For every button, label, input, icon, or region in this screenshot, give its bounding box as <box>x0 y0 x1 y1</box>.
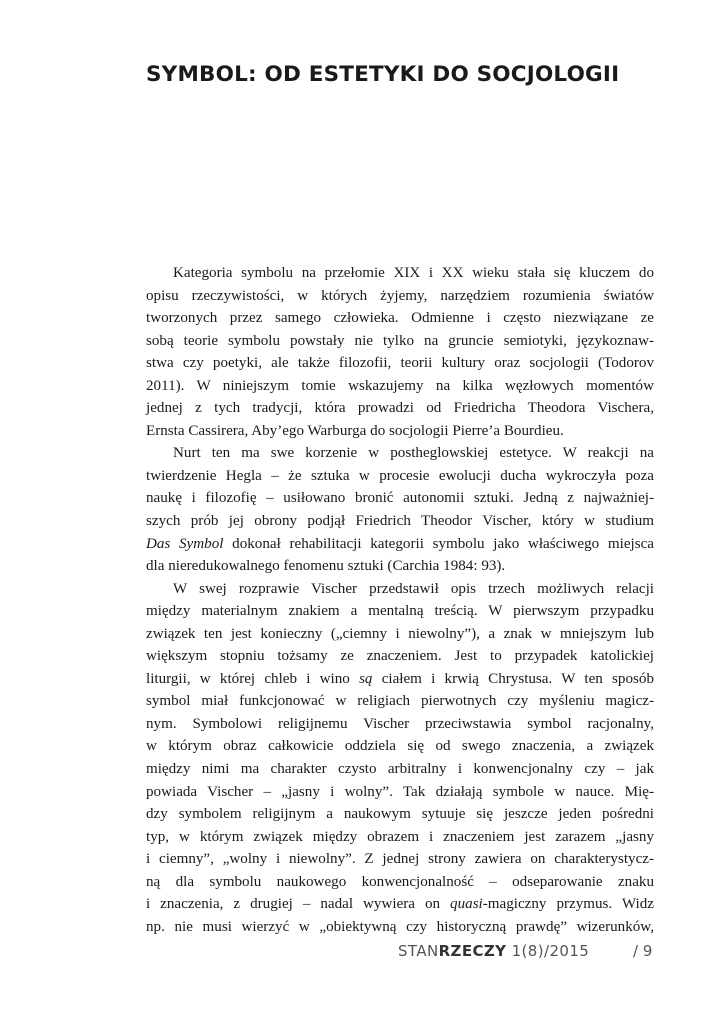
text-line: związek ten jest konieczny („ciemny i niewolny”), a znak w mniejszym lub <box>146 625 654 642</box>
body-text <box>146 262 654 938</box>
text-line: Nurt ten ma swe korzenie w postheglowskiej estetyce. W reakcji na <box>173 445 654 462</box>
text-line <box>146 533 654 556</box>
journal-issue: 1(8)/2015 <box>506 942 590 960</box>
page-number: / 9 <box>633 942 653 960</box>
text-line: stwa czy poetyki, ale także filozofii, teorii kultury oraz socjologii (Todorov <box>146 355 654 372</box>
text-line: powiada Vischer – „jasny i wolny”. Tak działają symbole w nauce. Mię- <box>146 783 654 800</box>
text-line: większym stopniu tożsamy ze znaczeniem. Jest to przypadek katolickiej <box>146 648 654 665</box>
text-line: w którym obraz całkowicie oddziela się od swego znaczenia, a związek <box>146 738 654 755</box>
journal-name-part: STAN <box>398 942 439 960</box>
text-line <box>146 893 654 916</box>
text-line: opisu rzeczywistości, w których żyjemy, narzędziem rozumienia światów <box>146 287 654 304</box>
text-line: W swej rozprawie Vischer przedstawił opis trzech możliwych relacji <box>173 580 654 597</box>
text-segment: -magiczny przymus. Widz <box>482 896 654 913</box>
text-line: Ernsta Cassirera, Aby’ego Warburga do socjologii Pierre’a Bourdieu. <box>146 422 564 439</box>
journal-name-part: RZECZY <box>438 942 507 960</box>
text-segment: ciałem i krwią Chrystusa. W ten sposób <box>372 670 654 687</box>
text-line: i ciemny”, „wolny i niewolny”. Z jednej strony zawiera on charakterystycz- <box>146 851 654 868</box>
text-line: 2011). W niniejszym tomie wskazujemy na kilka węzłowych momentów <box>146 377 654 394</box>
text-line: sobą teorie symbolu powstały nie tylko na gruncie semiotyki, językoznaw- <box>146 332 654 349</box>
text-line: dzy symbolem religijnym a naukowym sytuuje się jeszcze jeden pośredni <box>146 806 654 823</box>
text-line: np. nie musi wierzyć w „obiektywną czy historyczną prawdę” wizerunków, <box>146 918 654 935</box>
text-segment: i znaczenia, z drugiej – nadal wywiera on <box>146 896 451 913</box>
text-segment: dokonał rehabilitacji kategorii symbolu jako właściwego miejsca <box>223 535 654 552</box>
text-line: szych prób jej obrony podjął Friedrich Theodor Vischer, który w studium <box>146 513 654 530</box>
text-line: nym. Symbolowi religijnemu Vischer przeciwstawia symbol racjonalny, <box>146 715 654 732</box>
text-line: tworzonych przez samego człowieka. Odmienne i często niezwiązane ze <box>146 310 654 327</box>
text-line: dla nieredukowalnego fenomenu sztuki (Carchia 1984: 93). <box>146 558 506 575</box>
italic-word: są <box>359 670 373 687</box>
chapter-title: SYMBOL: OD ESTETYKI DO SOCJOLOGII <box>146 62 620 87</box>
text-line: jednej z tych tradycji, która prowadzi od Friedricha Theodora Vischera, <box>146 400 654 417</box>
text-line: twierdzenie Hegla – że sztuka w procesie ewolucji ducha wykroczyła poza <box>146 467 654 484</box>
italic-title: Das Symbol <box>146 535 224 552</box>
text-line: symbol miał funkcjonować w religiach pierwotnych czy myśleniu magicz- <box>146 693 654 710</box>
page-footer <box>0 942 719 966</box>
text-line: między nimi ma charakter czysto arbitralny i konwencjonalny czy – jak <box>146 761 654 778</box>
text-line: ną dla symbolu naukowego konwencjonalność – odseparowanie znaku <box>146 873 654 890</box>
text-line: naukę i filozofię – usiłowano bronić autonomii sztuki. Jedną z najważniej- <box>146 490 654 507</box>
text-line: typ, w którym związek między obrazem i znaczeniem jest zarazem „jasny <box>146 828 654 845</box>
text-line <box>146 668 654 691</box>
text-line: między materialnym znakiem a mentalną treścią. W pierwszym przypadku <box>146 603 654 620</box>
journal-name <box>398 942 589 960</box>
text-line: Kategoria symbolu na przełomie XIX i XX wieku stała się kluczem do <box>173 265 654 281</box>
italic-word: quasi <box>450 896 483 913</box>
text-segment: liturgii, w której chleb i wino <box>146 670 360 687</box>
